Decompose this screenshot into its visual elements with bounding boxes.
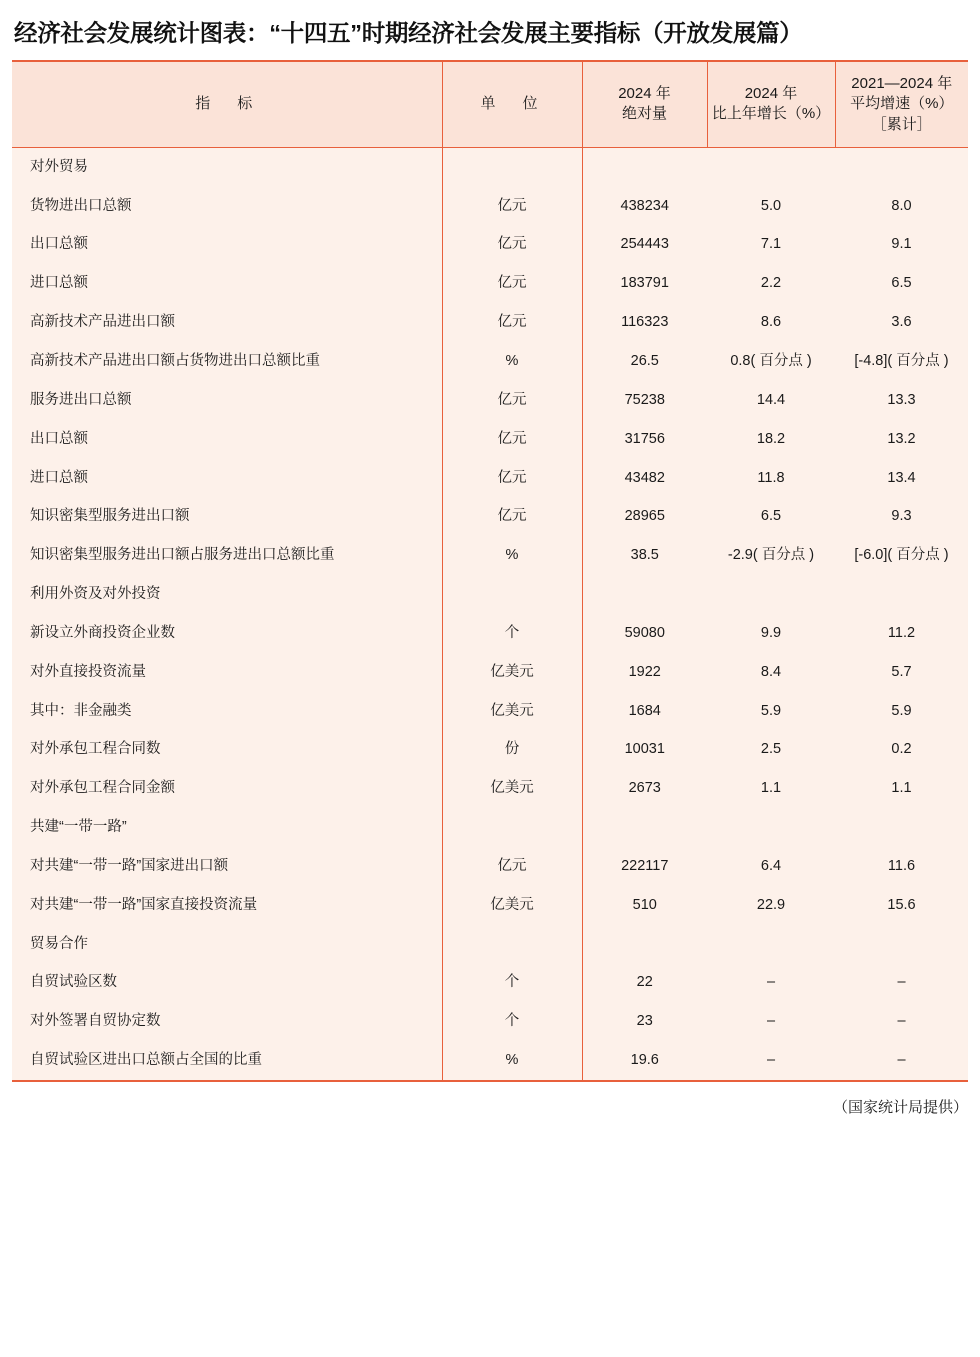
row-unit: % (442, 342, 582, 381)
row-unit: 亿美元 (442, 769, 582, 808)
row-unit (442, 147, 582, 186)
row-absolute-value (582, 147, 707, 186)
table-row (12, 1041, 968, 1081)
row-unit (442, 575, 582, 614)
row-average-growth: 8.0 (835, 187, 968, 226)
row-average-growth: 13.4 (835, 459, 968, 498)
row-absolute-value: 19.6 (582, 1041, 707, 1081)
table-row (12, 653, 968, 692)
row-label: 利用外资及对外投资 (12, 575, 442, 614)
column-header-absolute-2024: 2024 年 绝对量 (582, 61, 707, 147)
row-average-growth: 5.9 (835, 692, 968, 731)
row-label: 货物进出口总额 (12, 187, 442, 226)
row-label: 对外签署自贸协定数 (12, 1002, 442, 1041)
row-unit: 亿美元 (442, 692, 582, 731)
row-unit: 个 (442, 614, 582, 653)
row-average-growth: 6.5 (835, 264, 968, 303)
row-absolute-value: 222117 (582, 847, 707, 886)
row-unit: 亿元 (442, 381, 582, 420)
row-absolute-value: 22 (582, 963, 707, 1002)
row-yoy-growth: 2.2 (707, 264, 835, 303)
page-title: 经济社会发展统计图表：“十四五”时期经济社会发展主要指标（开放发展篇） (14, 20, 803, 46)
row-yoy-growth: 18.2 (707, 420, 835, 459)
row-average-growth (835, 575, 968, 614)
row-yoy-growth: 14.4 (707, 381, 835, 420)
row-label: 共建“一带一路” (12, 808, 442, 847)
row-label: 服务进出口总额 (12, 381, 442, 420)
row-average-growth: 0.2 (835, 730, 968, 769)
row-label: 对外承包工程合同数 (12, 730, 442, 769)
row-unit: 个 (442, 963, 582, 1002)
row-yoy-growth: 8.6 (707, 303, 835, 342)
row-average-growth: 11.2 (835, 614, 968, 653)
row-label: 出口总额 (12, 225, 442, 264)
row-label: 对共建“一带一路”国家直接投资流量 (12, 886, 442, 925)
table-row (12, 264, 968, 303)
row-label: 对外贸易 (12, 147, 442, 186)
row-absolute-value: 23 (582, 1002, 707, 1041)
table-row (12, 847, 968, 886)
row-unit: 个 (442, 1002, 582, 1041)
row-absolute-value: 43482 (582, 459, 707, 498)
row-unit: 亿元 (442, 459, 582, 498)
row-yoy-growth: 6.4 (707, 847, 835, 886)
row-average-growth: 9.3 (835, 497, 968, 536)
table-row (12, 925, 968, 964)
row-absolute-value: 2673 (582, 769, 707, 808)
table-header (12, 61, 968, 147)
row-label: 对外承包工程合同金额 (12, 769, 442, 808)
row-yoy-growth: 2.5 (707, 730, 835, 769)
row-average-growth: 3.6 (835, 303, 968, 342)
row-unit: % (442, 536, 582, 575)
row-absolute-value: 75238 (582, 381, 707, 420)
table-row (12, 963, 968, 1002)
table-row (12, 536, 968, 575)
row-average-growth (835, 925, 968, 964)
row-absolute-value (582, 808, 707, 847)
row-yoy-growth: 8.4 (707, 653, 835, 692)
row-unit: 亿美元 (442, 886, 582, 925)
table-row (12, 303, 968, 342)
row-unit (442, 808, 582, 847)
row-yoy-growth: – (707, 1041, 835, 1081)
row-label: 自贸试验区进出口总额占全国的比重 (12, 1041, 442, 1081)
row-absolute-value: 59080 (582, 614, 707, 653)
row-absolute-value: 183791 (582, 264, 707, 303)
row-label: 高新技术产品进出口额占货物进出口总额比重 (12, 342, 442, 381)
row-absolute-value: 31756 (582, 420, 707, 459)
table-row (12, 730, 968, 769)
column-header-unit: 单 位 (442, 61, 582, 147)
row-yoy-growth: 9.9 (707, 614, 835, 653)
row-yoy-growth: 22.9 (707, 886, 835, 925)
row-yoy-growth: 11.8 (707, 459, 835, 498)
column-header-average-growth-2021-2024: 2021—2024 年 平均增速（%） ［累计］ (835, 61, 968, 147)
row-absolute-value: 38.5 (582, 536, 707, 575)
column-header-yoy-growth-2024: 2024 年 比上年增长（%） (707, 61, 835, 147)
table-row (12, 808, 968, 847)
row-label: 自贸试验区数 (12, 963, 442, 1002)
row-average-growth: [-4.8]( 百分点 ) (835, 342, 968, 381)
row-unit: % (442, 1041, 582, 1081)
row-yoy-growth: 1.1 (707, 769, 835, 808)
row-absolute-value: 28965 (582, 497, 707, 536)
row-unit: 亿元 (442, 497, 582, 536)
table-row (12, 692, 968, 731)
row-absolute-value (582, 575, 707, 614)
row-average-growth: 9.1 (835, 225, 968, 264)
row-yoy-growth: 5.9 (707, 692, 835, 731)
row-unit: 亿元 (442, 225, 582, 264)
row-unit: 亿元 (442, 847, 582, 886)
row-average-growth: 5.7 (835, 653, 968, 692)
row-absolute-value: 254443 (582, 225, 707, 264)
row-label: 新设立外商投资企业数 (12, 614, 442, 653)
table-row (12, 769, 968, 808)
row-average-growth: 15.6 (835, 886, 968, 925)
row-unit: 亿美元 (442, 653, 582, 692)
table-row (12, 225, 968, 264)
row-unit: 份 (442, 730, 582, 769)
row-label: 贸易合作 (12, 925, 442, 964)
table-row (12, 575, 968, 614)
row-average-growth: [-6.0]( 百分点 ) (835, 536, 968, 575)
row-absolute-value: 10031 (582, 730, 707, 769)
row-yoy-growth: – (707, 1002, 835, 1041)
row-average-growth: 1.1 (835, 769, 968, 808)
table-row (12, 381, 968, 420)
row-unit: 亿元 (442, 303, 582, 342)
row-absolute-value: 1684 (582, 692, 707, 731)
row-yoy-growth: 7.1 (707, 225, 835, 264)
row-average-growth: 11.6 (835, 847, 968, 886)
table-row (12, 420, 968, 459)
row-yoy-growth (707, 575, 835, 614)
row-average-growth (835, 808, 968, 847)
statistics-table (12, 60, 968, 1082)
row-absolute-value: 116323 (582, 303, 707, 342)
row-label: 对外直接投资流量 (12, 653, 442, 692)
table-row (12, 459, 968, 498)
table-row (12, 147, 968, 186)
row-yoy-growth: 5.0 (707, 187, 835, 226)
row-label: 对共建“一带一路”国家进出口额 (12, 847, 442, 886)
row-label: 出口总额 (12, 420, 442, 459)
row-yoy-growth: 0.8( 百分点 ) (707, 342, 835, 381)
row-yoy-growth: -2.9( 百分点 ) (707, 536, 835, 575)
row-absolute-value: 438234 (582, 187, 707, 226)
source-note: （国家统计局提供） (832, 1099, 968, 1116)
row-absolute-value: 510 (582, 886, 707, 925)
table-row (12, 342, 968, 381)
row-average-growth (835, 147, 968, 186)
table-row (12, 1002, 968, 1041)
row-yoy-growth (707, 808, 835, 847)
row-label: 进口总额 (12, 459, 442, 498)
row-label: 高新技术产品进出口额 (12, 303, 442, 342)
table-body (12, 147, 968, 1081)
row-label: 知识密集型服务进出口额占服务进出口总额比重 (12, 536, 442, 575)
row-absolute-value (582, 925, 707, 964)
row-unit (442, 925, 582, 964)
row-average-growth: 13.2 (835, 420, 968, 459)
row-unit: 亿元 (442, 187, 582, 226)
row-label: 进口总额 (12, 264, 442, 303)
row-unit: 亿元 (442, 264, 582, 303)
table-row (12, 614, 968, 653)
row-label: 其中：非金融类 (12, 692, 442, 731)
row-absolute-value: 26.5 (582, 342, 707, 381)
row-unit: 亿元 (442, 420, 582, 459)
row-label: 知识密集型服务进出口额 (12, 497, 442, 536)
row-average-growth: – (835, 1002, 968, 1041)
row-yoy-growth: 6.5 (707, 497, 835, 536)
row-average-growth: – (835, 1041, 968, 1081)
row-average-growth: – (835, 963, 968, 1002)
row-yoy-growth (707, 147, 835, 186)
table-row (12, 187, 968, 226)
row-absolute-value: 1922 (582, 653, 707, 692)
table-row (12, 497, 968, 536)
row-yoy-growth: – (707, 963, 835, 1002)
column-header-indicator: 指 标 (12, 61, 442, 147)
row-average-growth: 13.3 (835, 381, 968, 420)
row-yoy-growth (707, 925, 835, 964)
table-row (12, 886, 968, 925)
